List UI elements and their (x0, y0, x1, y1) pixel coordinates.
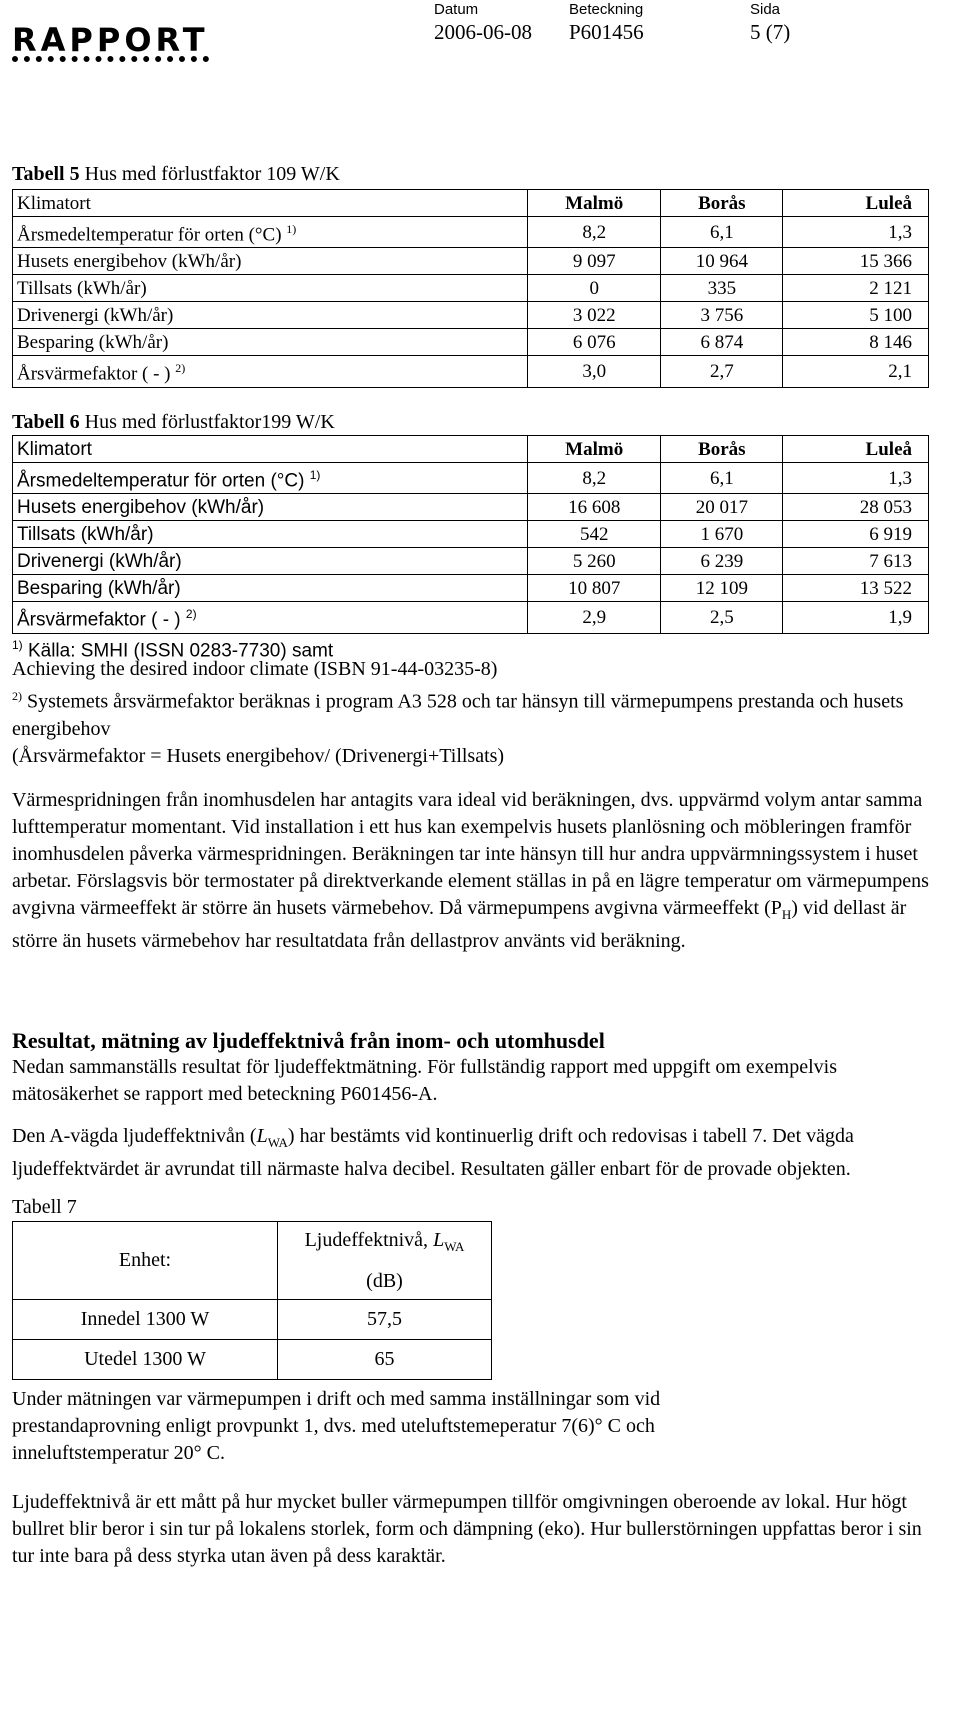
measurement-conditions-paragraph: Under mätningen var värmepumpen i drift och med samma inställningar som vid prestandaprovning enligt provpunkt 1, dvs. med uteluftstemeperatur 7(6)° C och inneluftstemperatur 20° C. (12, 1388, 661, 1464)
row-value: 6,1 (661, 217, 783, 248)
row-label: Besparing (kWh/år) (13, 329, 528, 356)
row-value: 7 613 (783, 548, 929, 575)
column-header: Luleå (783, 436, 929, 463)
row-value: 8,2 (528, 217, 661, 248)
company-logo: RAPPORT (12, 24, 209, 62)
footnote-1-source: Achieving the desired indoor climate (ISBN 91-44-03235-8) (12, 658, 498, 680)
row-label: Husets energibehov (kWh/år) (13, 494, 528, 521)
report-date: 2006-06-08 (434, 20, 532, 44)
table7-title: Tabell 7 (12, 1196, 77, 1218)
column-header: Klimatort (13, 436, 528, 463)
row-value: 8 146 (783, 329, 929, 356)
row-value: 16 608 (528, 494, 661, 521)
table-row (13, 329, 929, 356)
row-value: 335 (661, 275, 783, 302)
table7-cell-level: 65 (278, 1340, 492, 1380)
row-value: 2 121 (783, 275, 929, 302)
table7-cell-unit: Utedel 1300 W (13, 1340, 278, 1380)
table-row (13, 356, 929, 387)
row-label: Årsmedeltemperatur för orten (°C) $^{1)}$ (13, 217, 528, 248)
table-row (13, 248, 929, 275)
column-header: Borås (661, 436, 783, 463)
column-header: Malmö (528, 436, 661, 463)
row-value: 13 522 (783, 575, 929, 602)
table7-header-unit: Enhet: (13, 1222, 278, 1300)
row-value: 28 053 (783, 494, 929, 521)
table-row (13, 302, 929, 329)
section-intro-paragraph: Nedan sammanställs resultat för ljudeffektmätning. För fullständig rapport med uppgift om exempelvis mätosäkerhet se rapport med beteckning P601456-A. (12, 1056, 838, 1105)
page-number: 5 (7) (750, 20, 791, 44)
column-header: Klimatort (13, 190, 528, 217)
row-value: 6 919 (783, 521, 929, 548)
reference-label: Beteckning (569, 1, 644, 18)
row-value: 1,3 (783, 463, 929, 494)
row-value: 2,7 (661, 356, 783, 387)
footnote-2: $^{2)}$ Systemets årsvärmefaktor beräknas i program A3 528 och tar hänsyn till värmepumpens prestanda och husets energibehov (Årsvärmefaktor = Husets energibehov/ (Drivenergi+Tillsats) (12, 689, 904, 767)
sound-power-definition-paragraph: Ljudeffektnivå är ett mått på hur mycket buller värmepumpen tillför omgivningen oberoende av lokal. Hur högt bullret blir beror i sin tur på lokalens storlek, form och dämpning (eko). Hur bullerstörningen uppfattas beror i sin tur inte bara på dess styrka utan även på dess karaktär. (12, 1491, 922, 1567)
table7-cell-unit: Innedel 1300 W (13, 1300, 278, 1340)
table-header-row (13, 436, 929, 463)
row-value: 15 366 (783, 248, 929, 275)
table5 (12, 189, 929, 388)
row-value: 1,3 (783, 217, 929, 248)
row-label: Årsvärmefaktor ( - ) $^{2)}$ (13, 602, 528, 633)
table-row (13, 463, 929, 494)
row-label: Tillsats (kWh/år) (13, 275, 528, 302)
row-label: Husets energibehov (kWh/år) (13, 248, 528, 275)
report-reference: P601456 (569, 20, 644, 44)
row-value: 6,1 (661, 463, 783, 494)
sound-power-paragraph: Den A-vägda ljudeffektnivån $(L_{WA})$ har bestämts vid kontinuerlig drift och redovisas i tabell 7. Det vägda ljudeffektvärdet är avrundat till närmaste halva decibel. Resultaten gäller enbart för de provade objekten. (12, 1125, 854, 1180)
row-value: 5 100 (783, 302, 929, 329)
row-value: 6 076 (528, 329, 661, 356)
row-value: 2,1 (783, 356, 929, 387)
table6-title: Tabell 6 Hus med förlustfaktor199 W/K (12, 411, 335, 433)
row-value: 6 874 (661, 329, 783, 356)
row-label: Besparing (kWh/år) (13, 575, 528, 602)
row-value: 3 756 (661, 302, 783, 329)
row-value: 10 807 (528, 575, 661, 602)
table-row (13, 548, 929, 575)
row-value: 0 (528, 275, 661, 302)
row-value: 1,9 (783, 602, 929, 633)
table-row (13, 521, 929, 548)
footnote-1: $^{1)}$ Källa: SMHI (ISSN 0283-7730) samt (12, 638, 334, 662)
heat-distribution-paragraph: Värmespridningen från inomhusdelen har antagits vara ideal vid beräkningen, dvs. uppvärmd volym antar samma lufttemperatur momentant. Vid installation i ett hus kan exempelvis husets planlösning och möbleringen framför inomhusdelen påverka värmespridningen. Beräkningen tar inte hänsyn till hur andra uppvärmningssystem i huset arbetar. Förslagsvis bör termostater på direktverkande element ställas in på en lägre temperatur om värmepumpens avgivna värmeeffekt är större än husets värmebehov. Då värmepumpens avgivna värmeeffekt $(P_H)$ vid dellast är större än husets värmebehov har resultatdata från dellastprov använts vid beräkning. (12, 789, 929, 952)
row-value: 1 670 (661, 521, 783, 548)
row-value: 8,2 (528, 463, 661, 494)
table7 (12, 1221, 492, 1380)
row-label: Årsmedeltemperatur för orten (°C) $^{1)}$ (13, 463, 528, 494)
table-row (13, 217, 929, 248)
row-value: 6 239 (661, 548, 783, 575)
footnote-2-formula: (Årsvärmefaktor = Husets energibehov/ (Drivenergi+Tillsats) (12, 744, 505, 767)
table7-cell-level: 57,5 (278, 1300, 492, 1340)
row-value: 12 109 (661, 575, 783, 602)
table7-header-level: Ljudeffektnivå, $L_{WA}$ (dB) (278, 1222, 492, 1300)
column-header: Malmö (528, 190, 661, 217)
row-label: Tillsats (kWh/år) (13, 521, 528, 548)
row-value: 2,5 (661, 602, 783, 633)
table-header-row (13, 190, 929, 217)
row-value: 10 964 (661, 248, 783, 275)
table-row (13, 275, 929, 302)
table-row (13, 602, 929, 633)
table5-title: Tabell 5 Hus med förlustfaktor 109 W/K (12, 163, 340, 185)
row-value: 5 260 (528, 548, 661, 575)
row-label: Drivenergi (kWh/år) (13, 302, 528, 329)
row-value: 542 (528, 521, 661, 548)
page-label: Sida (750, 1, 781, 18)
table6 (12, 435, 929, 634)
date-label: Datum (434, 1, 479, 18)
row-label: Drivenergi (kWh/år) (13, 548, 528, 575)
row-value: 3,0 (528, 356, 661, 387)
table-row (13, 575, 929, 602)
row-value: 20 017 (661, 494, 783, 521)
row-value: 3 022 (528, 302, 661, 329)
row-label: Årsvärmefaktor ( - ) $^{2)}$ (13, 356, 528, 387)
column-header: Luleå (783, 190, 929, 217)
row-value: 2,9 (528, 602, 661, 633)
column-header: Borås (661, 190, 783, 217)
row-value: 9 097 (528, 248, 661, 275)
section-heading: Resultat, mätning av ljudeffektnivå från inom- och utomhusdel (12, 1028, 605, 1053)
table-row (13, 494, 929, 521)
